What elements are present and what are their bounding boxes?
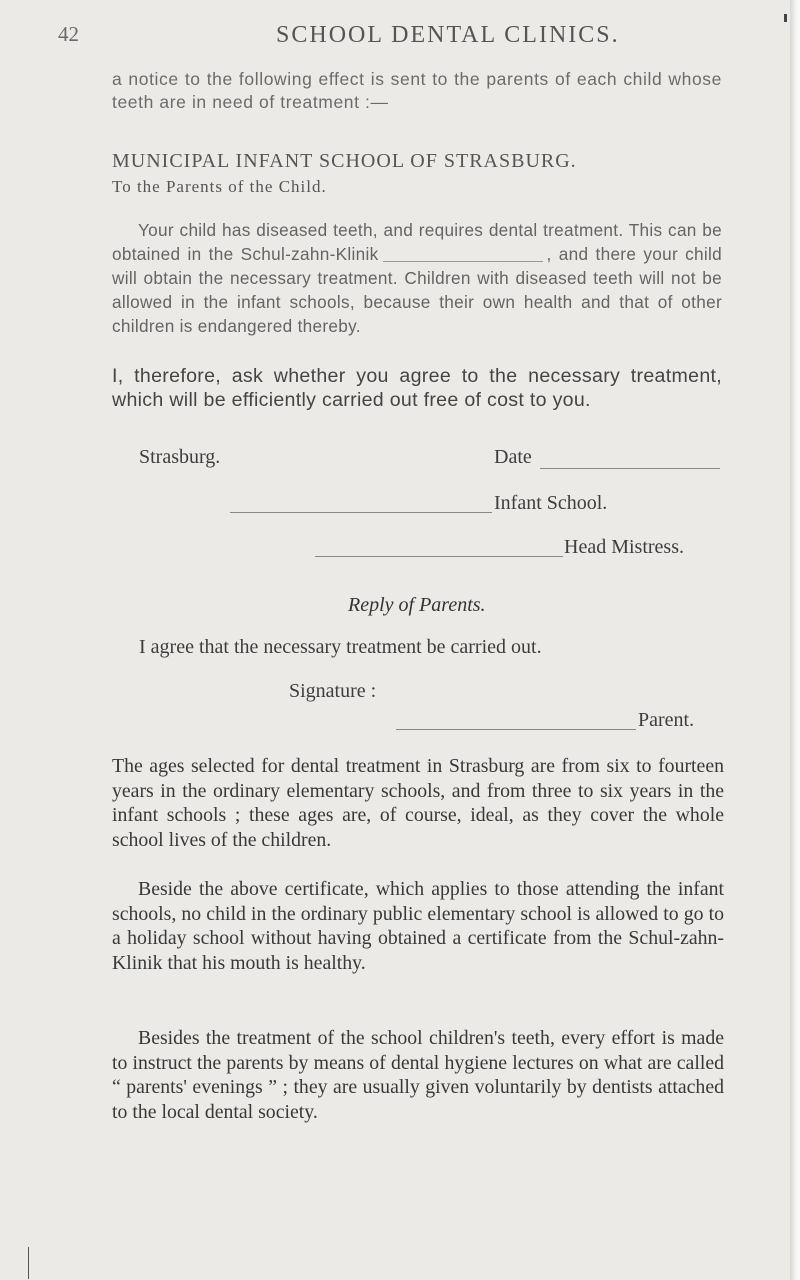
form-paragraph-1: Your child has diseased teeth, and requires dental treatment. This can be obtained in the Schul-zahn-Klinik , and there your child will obtain the necessary treatment. Children with diseased teeth will not be allowed in the infant schools, because their own health and that of other children is endangered thereby. [112, 220, 723, 336]
page-header [58, 22, 678, 52]
body-paragraph-2: Beside the above certificate, which applies to those attending the infant schools, no child in the ordinary public elementary school is allowed to go to a holiday school without having obtained a certificate from the Schul-zahn-Klinik that his mouth is healthy. [112, 878, 724, 974]
intro-paragraph: a notice to the following effect is sent to the parents of each child whose teeth are in need of treatment :— [112, 69, 722, 112]
reply-title: Reply of Parents. [348, 594, 486, 616]
head-mistress-blank [315, 556, 563, 557]
head-mistress-label: Head Mistress. [564, 536, 684, 558]
form-salutation: To the Parents of the Child. [112, 177, 327, 196]
page-number: 42 [58, 22, 79, 46]
clinic-blank [383, 261, 543, 262]
parent-label: Parent. [638, 709, 695, 731]
page-edge [790, 0, 800, 1280]
reply-agree-text: I agree that the necessary treatment be carried out. [139, 636, 542, 658]
infant-school-label: Infant School. [494, 492, 608, 514]
body-paragraph-1: The ages selected for dental treatment in Strasburg are from six to fourteen years in the ordinary elementary schools, and from three to six years in the infant schools ; these ages are, of course, ideal, as they cover the whole school lives of the children. [112, 755, 724, 851]
form-heading: MUNICIPAL INFANT SCHOOL OF STRASBURG. [112, 150, 577, 172]
infant-school-blank [230, 512, 492, 513]
running-title: SCHOOL DENTAL CLINICS. [276, 22, 620, 48]
corner-mark [784, 14, 787, 22]
date-blank [540, 468, 720, 469]
signature-label: Signature : [289, 680, 377, 702]
parent-signature-blank [396, 729, 636, 730]
date-label: Date [494, 446, 532, 468]
body-paragraph-3: Besides the treatment of the school children's teeth, every effort is made to instruct the parents by means of dental hygiene lectures on what are called “ parents' evenings ” ; they are usually given voluntarily by dentists attached to the local dental society. [112, 1027, 724, 1123]
place-label: Strasburg. [139, 446, 221, 468]
form-paragraph-1-cont: and there your child will obtain the necessary treatment. Children with diseased teeth will not be allowed in the infant schools, because their own health and that of other children is endangered thereby. [112, 244, 723, 336]
form-paragraph-2: I, therefore, ask whether you agree to the necessary treatment, which will be efficiently carried out free of cost to you. [112, 365, 722, 411]
margin-mark [28, 1247, 29, 1279]
form-paragraph-1-start: Your child has diseased teeth, and requires dental treatment. This can be obtained in the Schul-zahn-Klinik [112, 220, 722, 264]
